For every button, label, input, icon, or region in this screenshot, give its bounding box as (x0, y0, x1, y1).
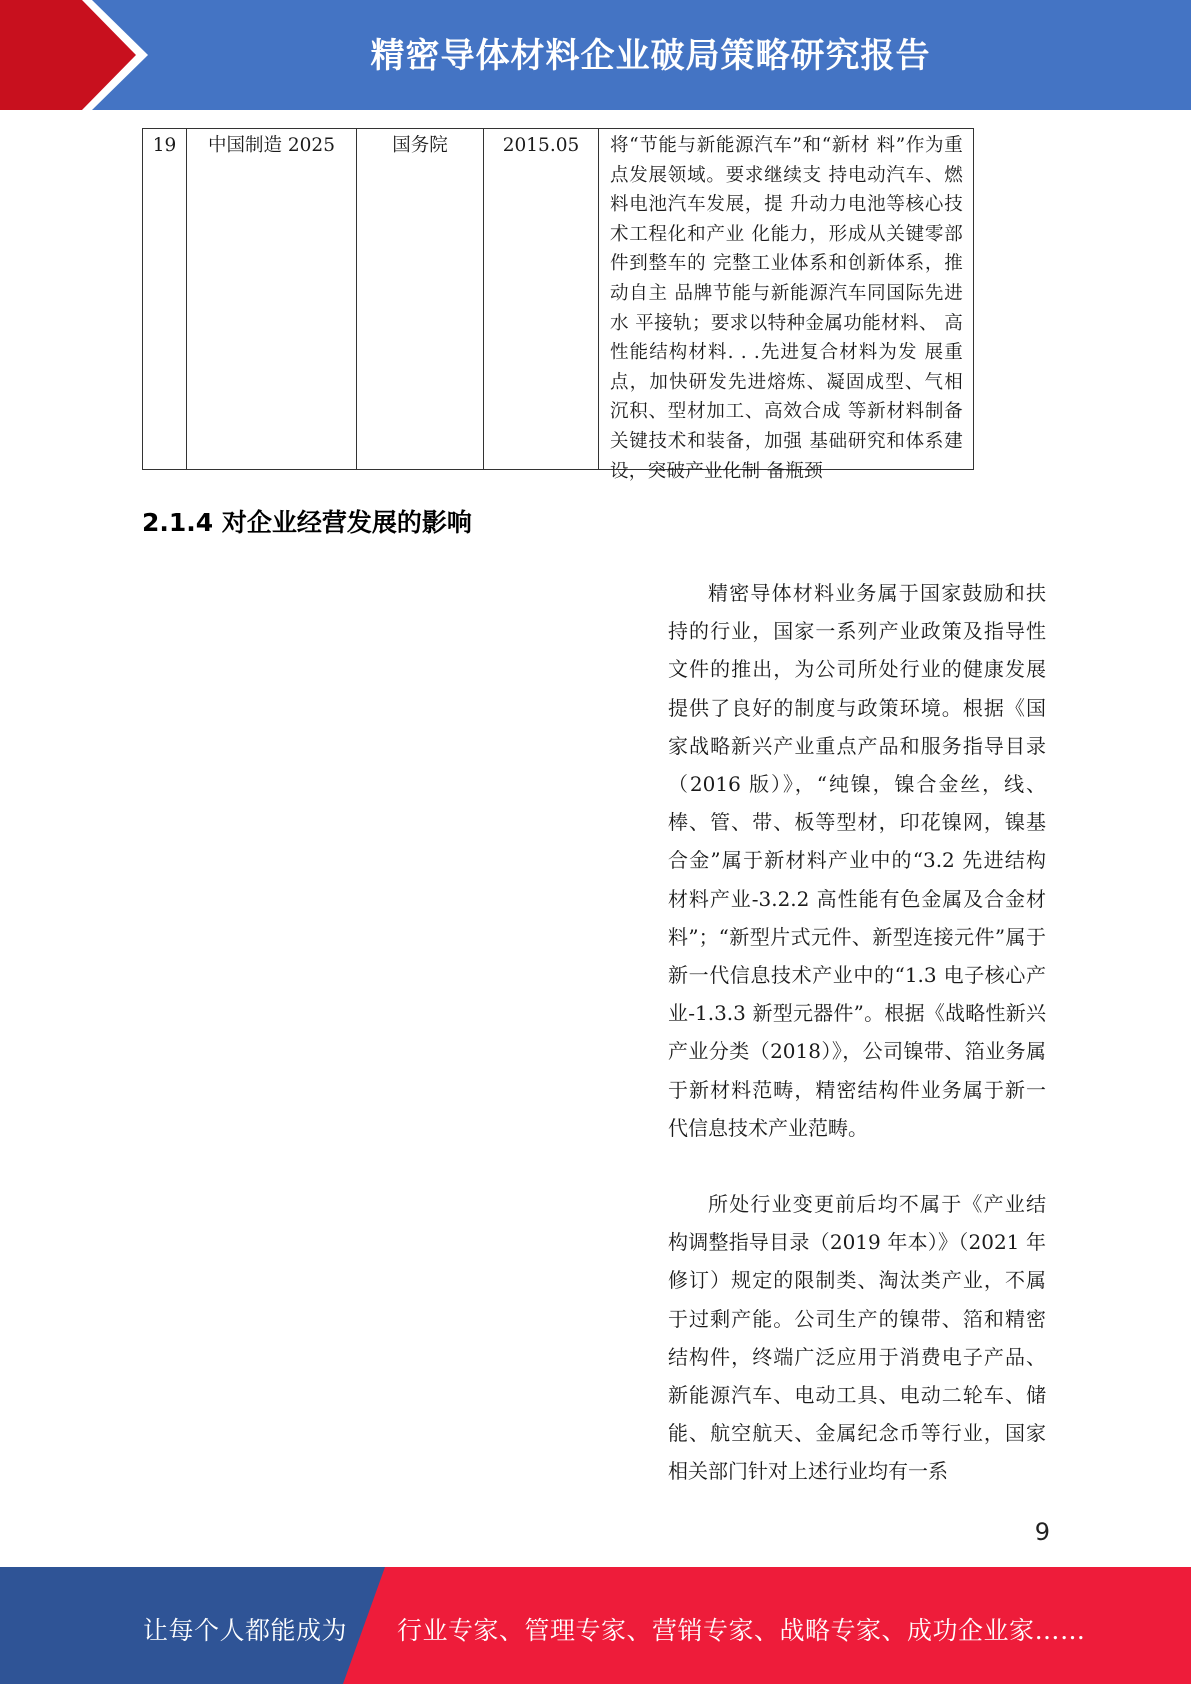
body-text-column (668, 574, 1046, 1514)
policy-name-cell: 中国制造 2025 (187, 129, 357, 470)
section-heading: 2.1.4 对企业经营发展的影响 (142, 508, 472, 537)
date-cell: 2015.05 (484, 129, 599, 470)
footer-banner (0, 1567, 1191, 1684)
row-index-cell: 19 (143, 129, 187, 470)
issuer-cell: 国务院 (357, 129, 484, 470)
policy-table (142, 128, 974, 482)
paragraph-2: 所处行业变更前后均不属于《产业结构调整指导目录（2019 年本）》（2021 年修订）规定的限制类、淘汰类产业，不属于过剩产能。公司生产的镍带、箔和精密结构件，终端广泛应用于消费电子产品、新能源汽车、电动工具、电动二轮车、储能、航空航天、金属纪念币等行业，国家相关部门针对上述行业均有一系 (668, 1192, 1046, 1484)
content-cell (599, 129, 974, 482)
header-banner (0, 0, 1191, 110)
footer-slogan-left: 让每个人都能成为 (143, 1616, 348, 1645)
page-number: 9 (1034, 1518, 1050, 1546)
table-row (143, 129, 974, 470)
footer-slogan-right: 行业专家、管理专家、营销专家、战略专家、成功企业家…… (397, 1616, 1086, 1645)
paragraph-1: 精密导体材料业务属于国家鼓励和扶持的行业，国家一系列产业政策及指导性文件的推出，为公司所处行业的健康发展提供了良好的制度与政策环境。根据《国家战略新兴产业重点产品和服务指导目录（2016 版）》，“纯镍，镍合金丝，线、棒、管、带、板等型材，印花镍网，镍基合金”属于新材料产业中的“3.2 先进结构材料产业-3.2.2 高性能有色金属及合金材料”；“新型片式元件、新型连接元件”属于新一代信息技术产业中的“1.3 电子核心产业-1.3.3 新型元器件”。根据《战略性新兴产业分类（2018）》，公司镍带、箔业务属于新材料范畴，精密结构件业务属于新一代信息技术产业范畴。 (668, 581, 1046, 1140)
content-text: 将“节能与新能源汽车”和“新材 料”作为重点发展领域。要求继续支 持电动汽车、燃料电池汽车发展，提 升动力电池等核心技术工程化和产业 化能力，形成从关键零部件到整车的 完整工业体系和创新体系，推动自主 品牌节能与新能源汽车同国际先进水 平接轨；要求以特种金属功能材料、 高性能结构材料. . .先进复合材料为发 展重点，加快研发先进熔炼、凝固成型、气相沉积、型材加工、高效合成 等新材料制备关键技术和装备，加强 基础研究和体系建设，突破产业化制 备瓶颈 (610, 135, 963, 482)
report-title: 精密导体材料企业破局策略研究报告 (370, 36, 931, 76)
